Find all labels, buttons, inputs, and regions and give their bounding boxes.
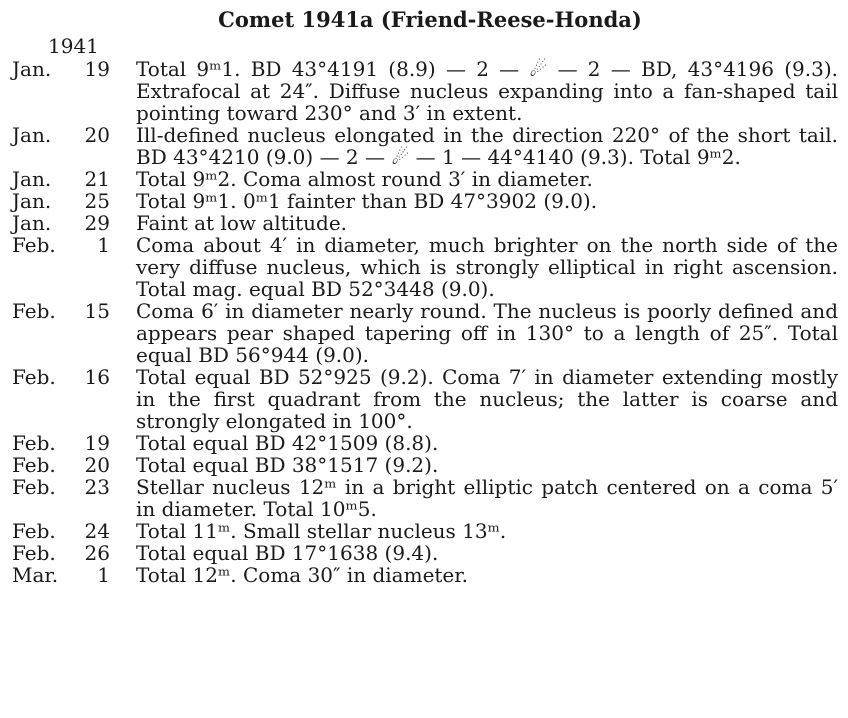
entry-month: Feb. [12,233,56,257]
entry-text: Total 9ᵐ1. 0ᵐ1 fainter than BD 47°3902 (9.0). [136,189,598,213]
entry-text: Faint at low altitude. [136,211,348,235]
year-heading: 1941 [48,34,99,58]
log-entry [12,476,838,520]
entry-text: Total 12ᵐ. Coma 30″ in diameter. [136,563,468,587]
log-entry [12,190,838,212]
entry-day: 20 [84,123,110,147]
entry-day: 29 [84,211,110,235]
log-entry [12,542,838,564]
entry-month: Jan. [12,57,52,81]
entry-text: Total 9ᵐ2. Coma almost round 3′ in diameter. [136,167,593,191]
entry-day: 20 [84,453,110,477]
entry-day: 1 [97,563,110,587]
entry-day: 21 [84,167,110,191]
entry-day: 26 [84,541,110,565]
entry-month: Feb. [12,519,56,543]
entry-day: 23 [84,475,110,499]
entry-text: Total equal BD 42°1509 (8.8). [136,431,439,455]
log-entry [12,300,838,366]
entry-text: Total 9ᵐ1. BD 43°4191 (8.9) — 2 — ☄ — 2 — BD, 43°4196 (9.3). Extrafocal at 24″. Diffuse nucleus expanding into a fan-shaped tail pointing toward 230° and 3′ in extent. [136,57,838,125]
log-entry [12,212,838,234]
observation-log [12,58,838,586]
entry-month: Jan. [12,167,52,191]
entry-text: Ill-defined nucleus elongated in the direction 220° of the short tail. BD 43°4210 (9.0) — 2 — ☄ — 1 — 44°4140 (9.3). Total 9ᵐ2. [136,123,838,169]
entry-text: Total 11ᵐ. Small stellar nucleus 13ᵐ. [136,519,507,543]
entry-text: Total equal BD 52°925 (9.2). Coma 7′ in diameter extending mostly in the first quadrant from the nucleus; the latter is coarse and strongly elongated in 100°. [136,365,838,433]
entry-month: Feb. [12,299,56,323]
log-entry [12,454,838,476]
entry-month: Jan. [12,211,52,235]
entry-day: 25 [84,189,110,213]
entry-text: Total equal BD 38°1517 (9.2). [136,453,439,477]
entry-text: Stellar nucleus 12ᵐ in a bright elliptic patch centered on a coma 5′ in diameter. Total 10ᵐ5. [136,475,838,521]
entry-text: Coma 6′ in diameter nearly round. The nucleus is poorly defined and appears pear shaped tapering off in 130° to a length of 25″. Total equal BD 56°944 (9.0). [136,299,838,367]
entry-text: Coma about 4′ in diameter, much brighter on the north side of the very diffuse nucleus, which is strongly elliptical in right ascension. Total mag. equal BD 52°3448 (9.0). [136,233,838,301]
entry-month: Mar. [12,563,59,587]
entry-month: Feb. [12,431,56,455]
entry-month: Feb. [12,475,56,499]
entry-month: Jan. [12,189,52,213]
entry-day: 19 [84,57,110,81]
log-entry [12,366,838,432]
log-entry [12,58,838,124]
log-entry [12,124,838,168]
log-entry [12,564,838,586]
entry-day: 19 [84,431,110,455]
log-entry [12,432,838,454]
entry-text: Total equal BD 17°1638 (9.4). [136,541,439,565]
entry-day: 16 [84,365,110,389]
document-title: Comet 1941a (Friend-Reese-Honda) [218,7,642,32]
entry-day: 1 [97,233,110,257]
entry-month: Feb. [12,365,56,389]
entry-month: Feb. [12,453,56,477]
entry-day: 24 [84,519,110,543]
log-entry [12,520,838,542]
entry-day: 15 [84,299,110,323]
entry-month: Feb. [12,541,56,565]
entry-month: Jan. [12,123,52,147]
log-entry [12,168,838,190]
log-entry [12,234,838,300]
